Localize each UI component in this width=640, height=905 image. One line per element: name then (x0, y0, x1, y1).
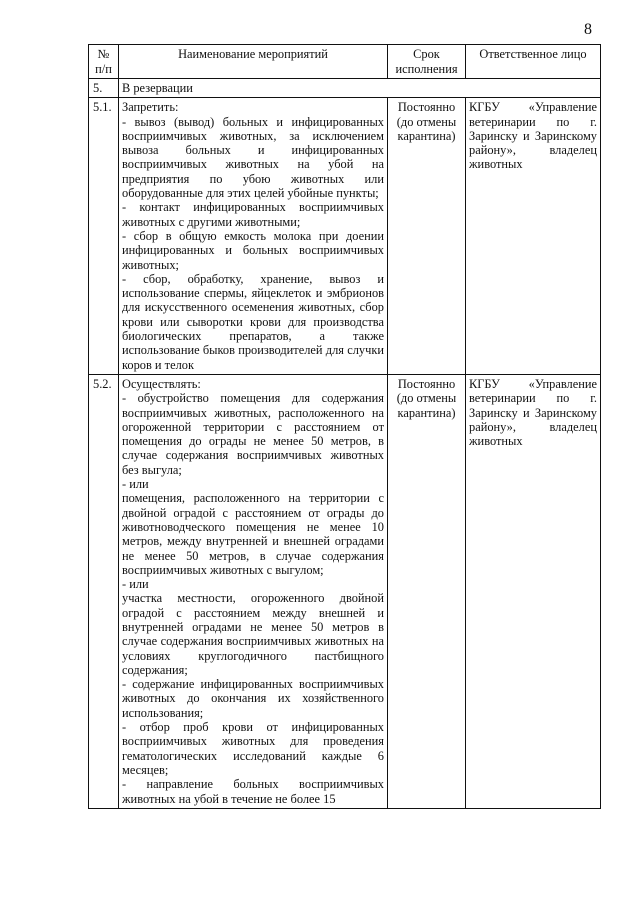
row-name-line: - сбор, обработку, хранение, вывоз и использование спермы, яйцеклеток и эмбрионов для искусственного осеменения животных, сбор крови или сыворотки крови для производства биологических препаратов, а также использование быков производителей для случки коров и телок (122, 271, 384, 372)
row-name-line: - отбор проб крови от инфицированных восприимчивых животных для проведения гематологических исследований каждые 6 месяцев; (122, 720, 384, 777)
header-term: Срок исполнения (388, 45, 466, 79)
row-name-line: - контакт инфицированных восприимчивых животных с другими животными; (122, 200, 384, 229)
row-name-line: помещения, расположенного на территории с двойной оградой с расстоянием от ограды до животноводческого помещения не менее 10 метров, между внутренней и внешней оградами не менее 50 метров, в случае содержания восприимчивых животных с выгулом; (122, 491, 384, 577)
row-num: 5.1. (89, 98, 119, 375)
measures-table (88, 44, 601, 809)
table-row (89, 98, 601, 375)
row-name-line: - содержание инфицированных восприимчивых животных до окончания их хозяйственного использования; (122, 677, 384, 720)
row-name-line: - направление больных восприимчивых животных на убой в течение не более 15 (122, 777, 384, 806)
row-term: Постоянно (до отмены карантина) (388, 98, 466, 375)
header-num: № п/п (89, 45, 119, 79)
row-responsible-text: КГБУ «Управление ветеринарии по г. Заринску и Заринскому району», владелец животных (469, 100, 597, 172)
row-name (119, 98, 388, 375)
row-responsible (466, 98, 601, 375)
row-name-line: - вывоз (вывод) больных и инфицированных восприимчивых животных, за исключением вывоза больных и инфицированных восприимчивых животных на убой на предприятия по убою животных или оборудованные для этих целей убойные пункты; (122, 114, 384, 201)
row-name-line: - или (122, 477, 149, 492)
section-row (89, 79, 601, 98)
row-responsible (466, 374, 601, 808)
page-number: 8 (584, 21, 592, 38)
row-name-line: - сбор в общую емкость молока при доении инфицированных и больных восприимчивых животных; (122, 228, 384, 272)
row-name-line: Осуществлять: (122, 376, 201, 391)
header-name: Наименование мероприятий (119, 45, 388, 79)
row-term: Постоянно (до отмены карантина) (388, 374, 466, 808)
row-name-line: участка местности, огороженного двойной оградой с расстоянием между внешней и внутренней оградами не менее 50 метров в случае содержания восприимчивых животных на условиях круглогодичного пастбищного содержания; (122, 591, 384, 677)
section-num: 5. (89, 79, 119, 98)
table-header-row (89, 45, 601, 79)
table-row (89, 374, 601, 808)
row-name-line: Запретить: (122, 100, 179, 115)
section-title: В резервации (119, 79, 601, 98)
row-name-line: - обустройство помещения для содержания восприимчивых животных, расположенного на огороженной территории с расстоянием от помещения до ограды не менее 50 метров, в случае содержания восприимчивых животных без выгула; (122, 391, 384, 477)
row-responsible-text: КГБУ «Управление ветеринарии по г. Заринску и Заринскому району», владелец животных (469, 376, 597, 449)
row-name-line: - или (122, 577, 149, 592)
row-num: 5.2. (89, 374, 119, 808)
header-responsible: Ответственное лицо (466, 45, 601, 79)
row-name (119, 374, 388, 808)
